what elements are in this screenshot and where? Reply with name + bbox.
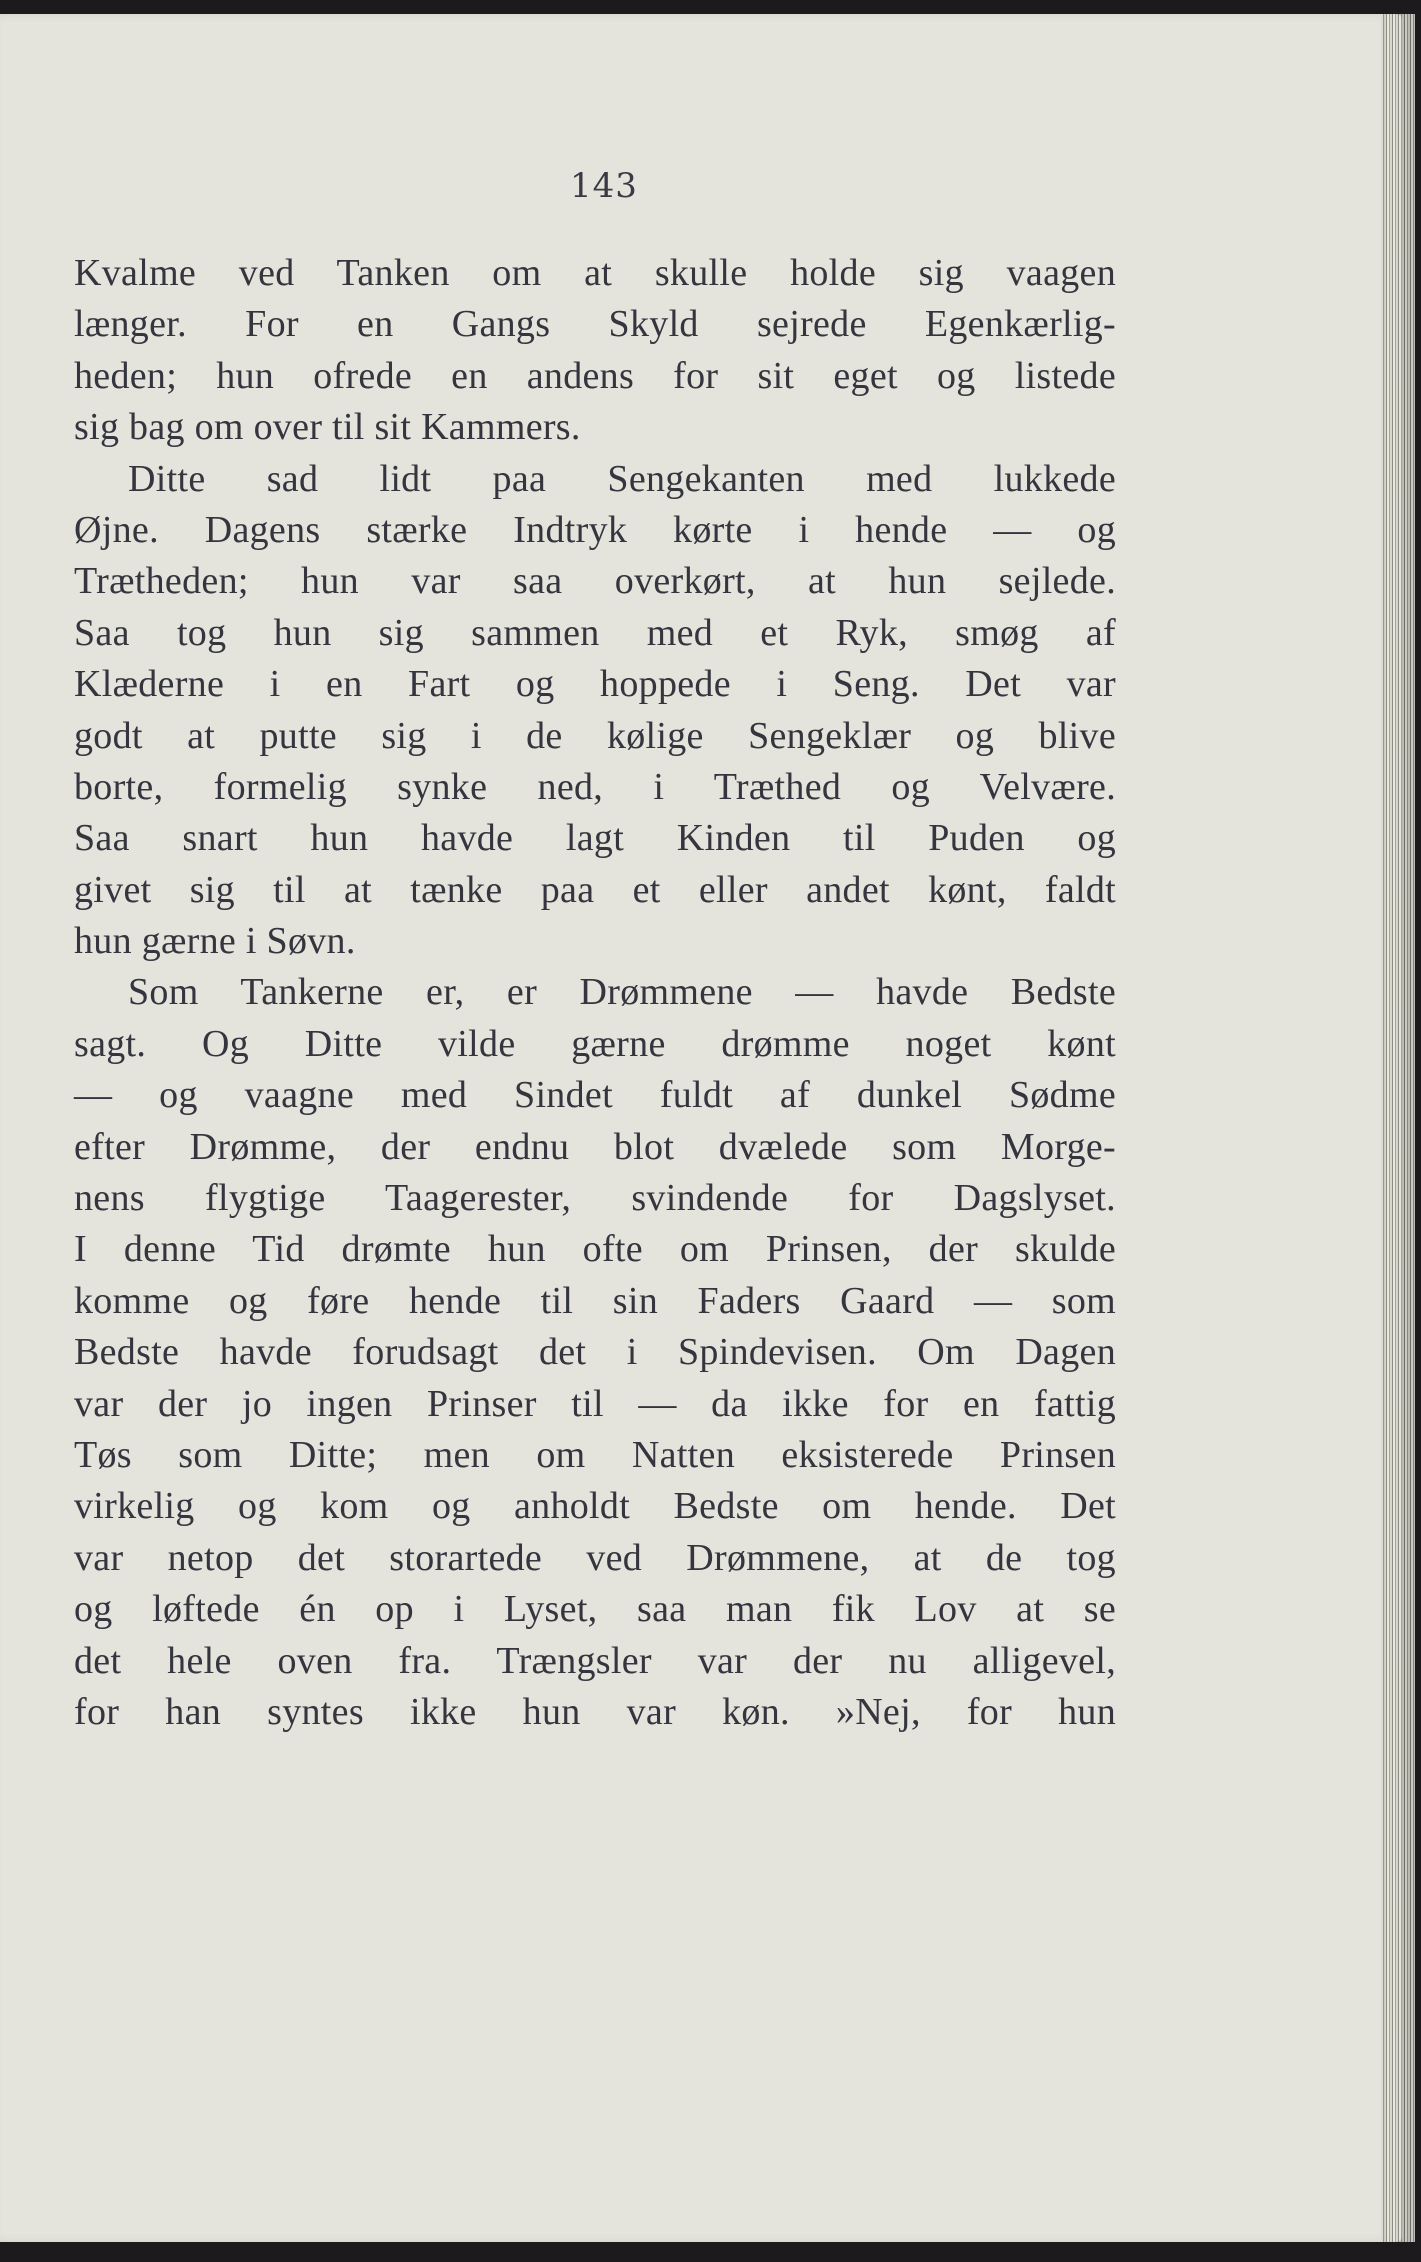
text-line: komme og føre hende til sin Faders Gaard — som: [74, 1279, 1116, 1322]
text-line: Kvalme ved Tanken om at skulle holde sig vaagen: [74, 252, 1116, 294]
text-line: for han syntes ikke hun var køn. »Nej, for hun: [74, 1690, 1116, 1733]
text-line: Tøs som Ditte; men om Natten eksisterede Prinsen: [74, 1433, 1116, 1476]
page-edges: [1381, 14, 1415, 2242]
text-line: Ditte sad lidt paa Sengekanten med lukkede: [128, 457, 1116, 500]
text-line: længer. For en Gangs Skyld sejrede Egenkærlig-: [74, 303, 1116, 346]
text-line: sagt. Og Ditte vilde gærne drømme noget kønt: [74, 1022, 1116, 1065]
text-line: Trætheden; hun var saa overkørt, at hun sejlede.: [74, 560, 1116, 603]
body-text: [74, 248, 1116, 1738]
text-line: givet sig til at tænke paa et eller andet kønt, faldt: [74, 868, 1116, 911]
text-line: heden; hun ofrede en andens for sit eget og listede: [74, 354, 1116, 397]
page-number: 143: [570, 166, 638, 206]
text-line: efter Drømme, der endnu blot dvælede som Morge-: [74, 1125, 1116, 1168]
text-line: Saa tog hun sig sammen med et Ryk, smøg af: [74, 611, 1116, 654]
text-line: var der jo ingen Prinser til — da ikke for en fattig: [74, 1382, 1116, 1425]
text-line: hun gærne i Søvn.: [74, 920, 356, 963]
text-line: det hele oven fra. Trængsler var der nu alligevel,: [74, 1639, 1116, 1682]
text-line: Bedste havde forudsagt det i Spindevisen. Om Dagen: [74, 1331, 1116, 1374]
text-line: og løftede én op i Lyset, saa man fik Lov at se: [74, 1588, 1116, 1631]
text-line: Øjne. Dagens stærke Indtryk kørte i hende — og: [74, 508, 1116, 551]
text-line: Som Tankerne er, er Drømmene — havde Bedste: [128, 971, 1116, 1014]
text-line: borte, formelig synke ned, i Træthed og Velvære.: [74, 765, 1116, 808]
text-line: Saa snart hun havde lagt Kinden til Puden og: [74, 817, 1116, 860]
text-line: var netop det storartede ved Drømmene, at de tog: [74, 1536, 1116, 1579]
text-line: Klæderne i en Fart og hoppede i Seng. Det var: [74, 663, 1116, 706]
text-line: nens flygtige Taagerester, svindende for Dagslyset.: [74, 1177, 1116, 1220]
text-line: sig bag om over til sit Kammers.: [74, 406, 581, 449]
text-line: — og vaagne med Sindet fuldt af dunkel Sødme: [74, 1074, 1116, 1117]
text-line: godt at putte sig i de kølige Sengeklær og blive: [74, 714, 1116, 757]
text-line: virkelig og kom og anholdt Bedste om hende. Det: [74, 1485, 1116, 1528]
text-line: I denne Tid drømte hun ofte om Prinsen, der skulde: [74, 1228, 1116, 1271]
